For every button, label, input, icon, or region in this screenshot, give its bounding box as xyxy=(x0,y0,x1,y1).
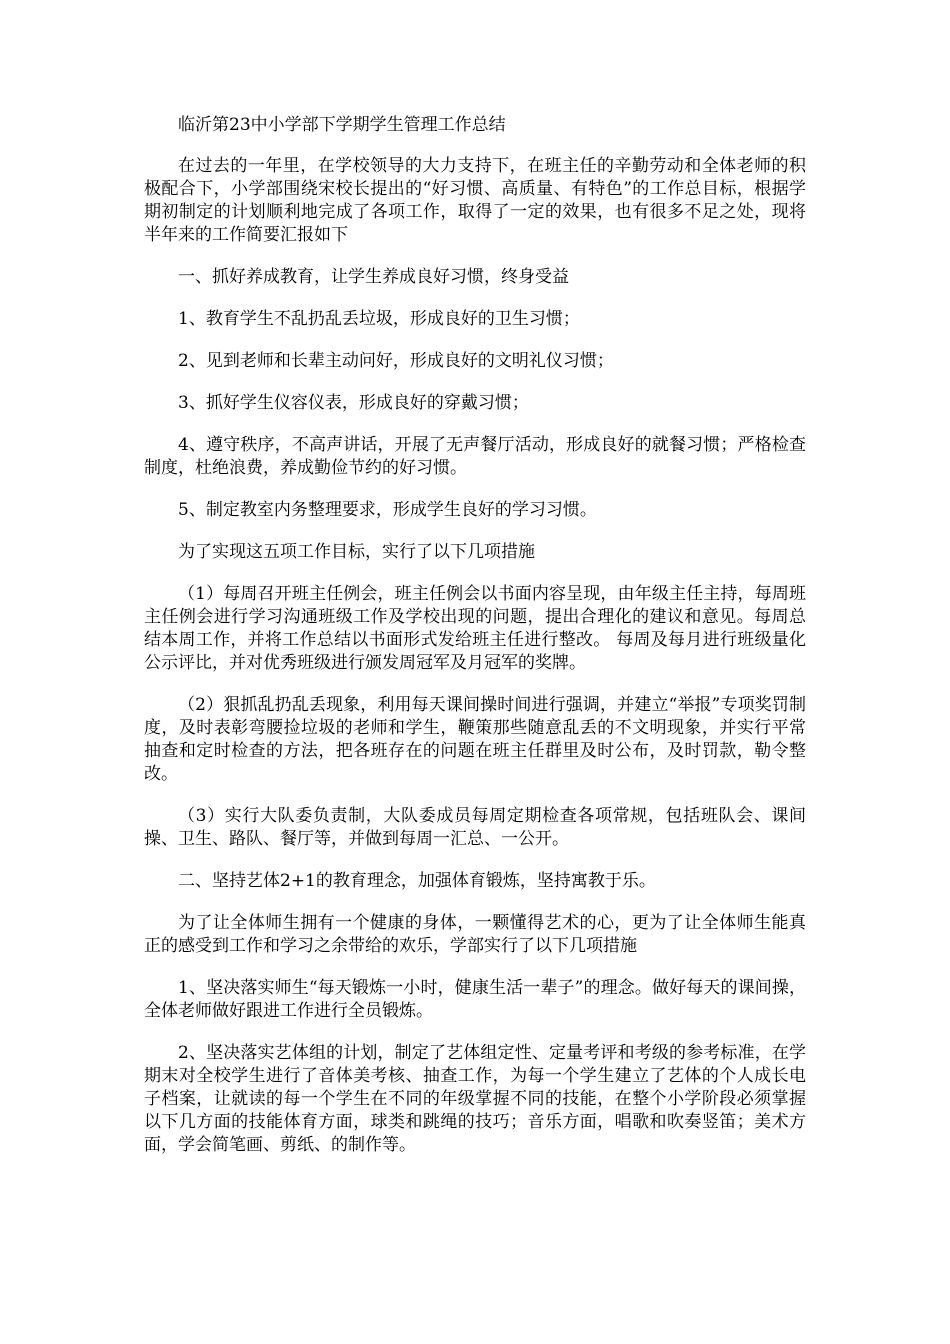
list-item: 1、教育学生不乱扔乱丢垃圾，形成良好的卫生习惯； xyxy=(178,309,580,329)
paragraph-arts-intro: 为了让全体师生拥有一个健康的身体，一颗懂得艺术的心，更为了让全体师生能真正的感受到工作和学习之余带给的欢乐，学部实行了以下几项措施 xyxy=(144,913,806,956)
section-heading-1: 一、抓好养成教育，让学生养成良好习惯，终身受益 xyxy=(178,267,569,287)
list-item: 2、坚决落实艺体组的计划，制定了艺体组定性、定量考评和考级的参考标准，在学期末对全校学生进行了音体美考核、抽查工作，为每一个学生建立了艺体的个人成长电子档案，让就读的每一个学生在不同的年级掌握不同的技能，在整个小学阶段必须掌握以下几方面的技能体育方面，球类和跳绳的技巧；音乐方面，唱歌和吹奏竖笛；美术方面，学会简笔画、剪纸、的制作等。 xyxy=(144,1043,806,1155)
measure-item: （2）狠抓乱扔乱丢现象，利用每天课间操时间进行强调，并建立“举报”专项奖罚制度，及时表彰弯腰捡垃圾的老师和学生，鞭策那些随意乱丢的不文明现象，并实行平常抽查和定时检查的方法，把各班存在的问题在班主任群里及时公布，及时罚款，勒令整改。 xyxy=(144,695,806,784)
list-item: 4、遵守秩序，不高声讲话，开展了无声餐厅活动，形成良好的就餐习惯；严格检查制度，杜绝浪费，养成勤俭节约的好习惯。 xyxy=(144,435,806,478)
paragraph-measures-intro: 为了实现这五项工作目标，实行了以下几项措施 xyxy=(178,542,535,562)
paragraph-intro: 在过去的一年里，在学校领导的大力支持下，在班主任的辛勤劳动和全体老师的积极配合下，小学部围绕宋校长提出的“好习惯、高质量、有特色”的工作总目标，根据学期初制定的计划顺利地完成了各项工作，取得了一定的效果，也有很多不足之处，现将半年来的工作简要汇报如下 xyxy=(144,156,806,245)
section-heading-2: 二、坚持艺体2+1的教育理念，加强体育锻炼，坚持寓教于乐。 xyxy=(178,871,656,891)
measure-item: （1）每周召开班主任例会，班主任例会以书面内容呈现，由年级主任主持，每周班主任例会进行学习沟通班级工作及学校出现的问题，提出合理化的建议和意见。每周总结本周工作，并将工作总结以书面形式发给班主任进行整改。 每周及每月进行班级量化公示评比，并对优秀班级进行颁发周冠军及月冠军的奖牌。 xyxy=(144,584,806,673)
list-item: 3、抓好学生仪容仪表，形成良好的穿戴习惯； xyxy=(178,393,529,413)
list-item: 2、见到老师和长辈主动问好，形成良好的文明礼仪习惯； xyxy=(178,351,614,371)
list-item: 1、坚决落实师生“每天锻炼一小时，健康生活一辈子”的理念。做好每天的课间操，全体老师做好跟进工作进行全员锻炼。 xyxy=(144,978,806,1021)
list-item: 5、制定教室内务整理要求，形成学生良好的学习习惯。 xyxy=(178,500,597,520)
measure-item: （3）实行大队委负责制，大队委成员每周定期检查各项常规，包括班队会、课间操、卫生、路队、餐厅等，并做到每周一汇总、一公开。 xyxy=(144,806,806,849)
document-page xyxy=(144,114,806,1176)
document-title: 临沂第23中小学部下学期学生管理工作总结 xyxy=(178,115,506,135)
